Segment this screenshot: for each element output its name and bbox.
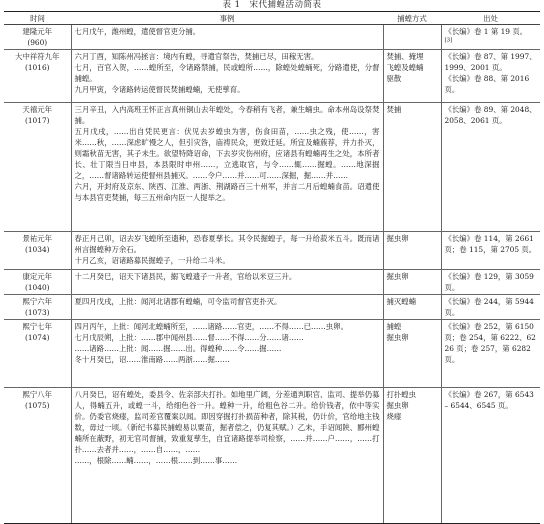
event-cell bbox=[71, 295, 383, 320]
source-text: 《长编》卷 129，第 3059 页。 bbox=[444, 272, 534, 292]
time-text: (1074) bbox=[24, 333, 50, 342]
method-cell bbox=[383, 388, 441, 524]
source-cell bbox=[441, 270, 540, 295]
time-cell bbox=[4, 232, 71, 270]
method-text: 烧瘗 bbox=[386, 412, 402, 421]
event-cell bbox=[71, 25, 383, 50]
time-text: (1040) bbox=[24, 283, 50, 292]
time-text: 景祐元年 bbox=[22, 234, 53, 243]
time-cell bbox=[4, 103, 71, 232]
table-row bbox=[4, 320, 540, 388]
event-text: 春正月己卯，诏去岁飞蝗所至遗种，恐春夏孳长。其令民掘蝗子，每一升给菽米五斗。既而诸州言掘蝗种万余石。 bbox=[74, 234, 380, 254]
method-cell bbox=[383, 270, 441, 295]
header-time: 时间 bbox=[4, 12, 71, 25]
event-text: ……诸路……上批：闻……掘……出。得蝗种……令……掘…… bbox=[74, 344, 282, 353]
event-text: 七月，百官入贺，……蝗所至，令诸路禁捕，民或蝗所……，除蝗处蝗蛹死，分路遣使，分督捕蝗。 bbox=[74, 63, 380, 83]
time-cell bbox=[4, 320, 71, 388]
time-cell bbox=[4, 270, 71, 295]
method-text: 掘虫卵 bbox=[386, 401, 409, 410]
method-text: 捕灭蝗蝻 bbox=[386, 297, 417, 306]
event-text: 五月戊戌，……出自凭民更言：伏见去岁蝗虫为害，伤食田苗，……虫之残，使……，害米……秋，……深虑旷慢之人，但引灾咎，庙祷民众，更致迁延。所宜及蝻蔟荐，并力扑灭，则霜秋苗无害，其子未生。欲望特降诏命，下去岁灾伤州府，应诸县有蝗蝻再生之处，本所者长、壮丁限当日申县，本县限时申州……，立逃取官，与令……辄……掘蝗。……地深掘之，……督诸路转运使督州县捕灭。……令户……并……可……深掘，掘……并…… bbox=[74, 127, 380, 180]
source-text: 《长编》卷 267，第 6543 – 6544、6545 页。 bbox=[444, 390, 534, 410]
method-text: 飞蝗及蝗蝻 bbox=[386, 63, 424, 72]
source-text: 《长编》卷 114，第 2661 页；卷 115，第 2705 页。 bbox=[444, 234, 537, 254]
method-text: 掘虫卵 bbox=[386, 272, 409, 281]
time-text: (1075) bbox=[24, 401, 50, 410]
header-event: 事例 bbox=[71, 12, 383, 25]
time-cell bbox=[4, 25, 71, 50]
source-cell bbox=[441, 103, 540, 232]
event-text: 七月戊午，潍州蝗，遣使督官吏分捕。 bbox=[74, 27, 201, 36]
time-cell bbox=[4, 50, 71, 103]
method-text: 掘虫卵 bbox=[386, 234, 409, 243]
time-text: 熙宁六年 bbox=[22, 297, 53, 306]
table-header-row bbox=[4, 12, 540, 25]
method-cell bbox=[383, 25, 441, 50]
time-text: 熙宁七年 bbox=[22, 322, 53, 331]
time-cell bbox=[4, 388, 71, 524]
time-text: 康定元年 bbox=[22, 272, 53, 281]
table-row bbox=[4, 232, 540, 270]
source-cell bbox=[441, 320, 540, 388]
event-text: 十二月癸巳，诏天下诸县民，搦飞蝗遗子一升者，官给以米豆三升。 bbox=[74, 272, 297, 281]
source-text: 《长编》卷 88、第 2016 页。 bbox=[444, 74, 530, 94]
method-text: 捕蝗 bbox=[386, 322, 402, 331]
time-text: (1016) bbox=[24, 63, 50, 72]
event-cell bbox=[71, 50, 383, 103]
time-text: 大中祥符九年 bbox=[15, 52, 60, 61]
event-text: 七月戊辰朔，上批：……郡中闻州县……督……不得……分……诸…… bbox=[74, 333, 304, 342]
method-cell bbox=[383, 103, 441, 232]
source-text: 《长编》卷 244，第 5944 页。 bbox=[444, 297, 534, 317]
event-cell bbox=[71, 232, 383, 270]
method-cell bbox=[383, 232, 441, 270]
method-text: 打扑蝗虫 bbox=[386, 390, 417, 399]
time-text: 天禧元年 bbox=[22, 105, 53, 114]
table-row bbox=[4, 270, 540, 295]
source-cell bbox=[441, 295, 540, 320]
time-text: (960) bbox=[27, 38, 48, 47]
method-cell bbox=[383, 50, 441, 103]
locust-capture-table bbox=[4, 11, 540, 524]
event-text: 六月，开封府及京东、陕西、江淮、两浙、荆湖路百三十州军，并言二月后蝗蝻食苗。诏遣使与本县官吏焚捕，每三五州命内臣一人提举之。 bbox=[74, 182, 380, 202]
time-text: (1073) bbox=[24, 308, 50, 317]
event-text: 八月癸巳，诏有蝗处，委县令、佐亲部夫打扑。如地里广阔，分差通判职官、监司、提举仍募人，得蝻五升，或蝗一斗，给细色谷一升。蝗种一升，给粗色谷二升。给价钱者，依中等实价。仍委官烧瘗，监司差官覆案以闻。即因穿掘打扑损苗种者，除其税，仍计价，官给地主钱数，毋过一顷。（新纪书募民捕蝗易以粟苗，掘者偿之，仍复其赋。）乙未，手诏闻陕、郾州蝗蝻所在蔽野，初无官司督捕，致重复孳生，自宜诸路提举司检察，……并……户……，……打扑……去者并……，……自……，…… bbox=[74, 390, 380, 454]
table-row bbox=[4, 388, 540, 524]
source-cell bbox=[441, 232, 540, 270]
time-cell bbox=[4, 295, 71, 320]
source-text: 《长编》卷 1 第 19 页。 bbox=[444, 27, 528, 36]
event-cell bbox=[71, 103, 383, 232]
event-text: ……，根除……蝻……，……根……到……事…… bbox=[74, 456, 238, 465]
method-cell bbox=[383, 320, 441, 388]
source-text: 《长编》卷 252，第 6150 页；卷 254，第 6222、6226 页；卷 257，第 6282 页。 bbox=[444, 322, 536, 364]
event-text: 夏四月戊戌，上批：闻河北诸郡有蝗蝻，可令监司督官吏扑灭。 bbox=[74, 297, 282, 306]
method-text: 驱散 bbox=[386, 74, 402, 83]
table-body bbox=[4, 25, 540, 524]
header-method: 捕蝗方式 bbox=[383, 12, 441, 25]
event-text: 九月甲寅，令诸路转运使督民焚捕蝗蝻，无使孳育。 bbox=[74, 85, 245, 94]
time-text: 熙宁八年 bbox=[22, 390, 53, 399]
event-cell bbox=[71, 270, 383, 295]
method-cell bbox=[383, 295, 441, 320]
source-cell bbox=[441, 50, 540, 103]
time-text: (1017) bbox=[24, 116, 50, 125]
event-text: 十月乙亥，诏诸路募民掘蝗子，一升给二斗米。 bbox=[74, 256, 230, 265]
event-text: 六月丁酉，知陈州冯拯言：境内有蝗，寻遣官祭告，焚捕已尽，田稼无害。 bbox=[74, 52, 319, 61]
table-row bbox=[4, 50, 540, 103]
source-cell bbox=[441, 388, 540, 524]
event-text: 四月丙午，上批：闻河北蝗蝻所至，……诸路……官吏，……不得……已……虫卵。 bbox=[74, 322, 348, 331]
time-text: (1034) bbox=[24, 245, 50, 254]
footnote-ref: [3] bbox=[444, 37, 453, 44]
header-source: 出处 bbox=[441, 12, 540, 25]
method-text: 焚捕、掩埋 bbox=[386, 52, 424, 61]
source-text: 《长编》卷 87、第 1997、1999、2001 页。 bbox=[444, 52, 537, 72]
method-text: 掘虫卵 bbox=[386, 333, 409, 342]
table-row bbox=[4, 103, 540, 232]
event-cell bbox=[71, 320, 383, 388]
table-caption: 表 1 宋代捕蝗活动简表 bbox=[222, 0, 322, 10]
source-text: 《长编》卷 89、第 2048、2058、2061 页。 bbox=[444, 105, 537, 125]
event-text: 冬十月癸巳，诏……淮南路……两浙……掘…… bbox=[74, 355, 230, 364]
time-text: 建隆元年 bbox=[22, 27, 53, 36]
source-cell bbox=[441, 25, 540, 50]
table-row bbox=[4, 295, 540, 320]
method-text: 焚捕 bbox=[386, 105, 402, 114]
event-cell bbox=[71, 388, 383, 524]
event-text: 三月辛丑，入内高班王怀正言真州铜山去年蝗处，今春稍有飞者，兼生蝻虫。命本州岛设祭焚捕。 bbox=[74, 105, 380, 125]
table-row bbox=[4, 25, 540, 50]
